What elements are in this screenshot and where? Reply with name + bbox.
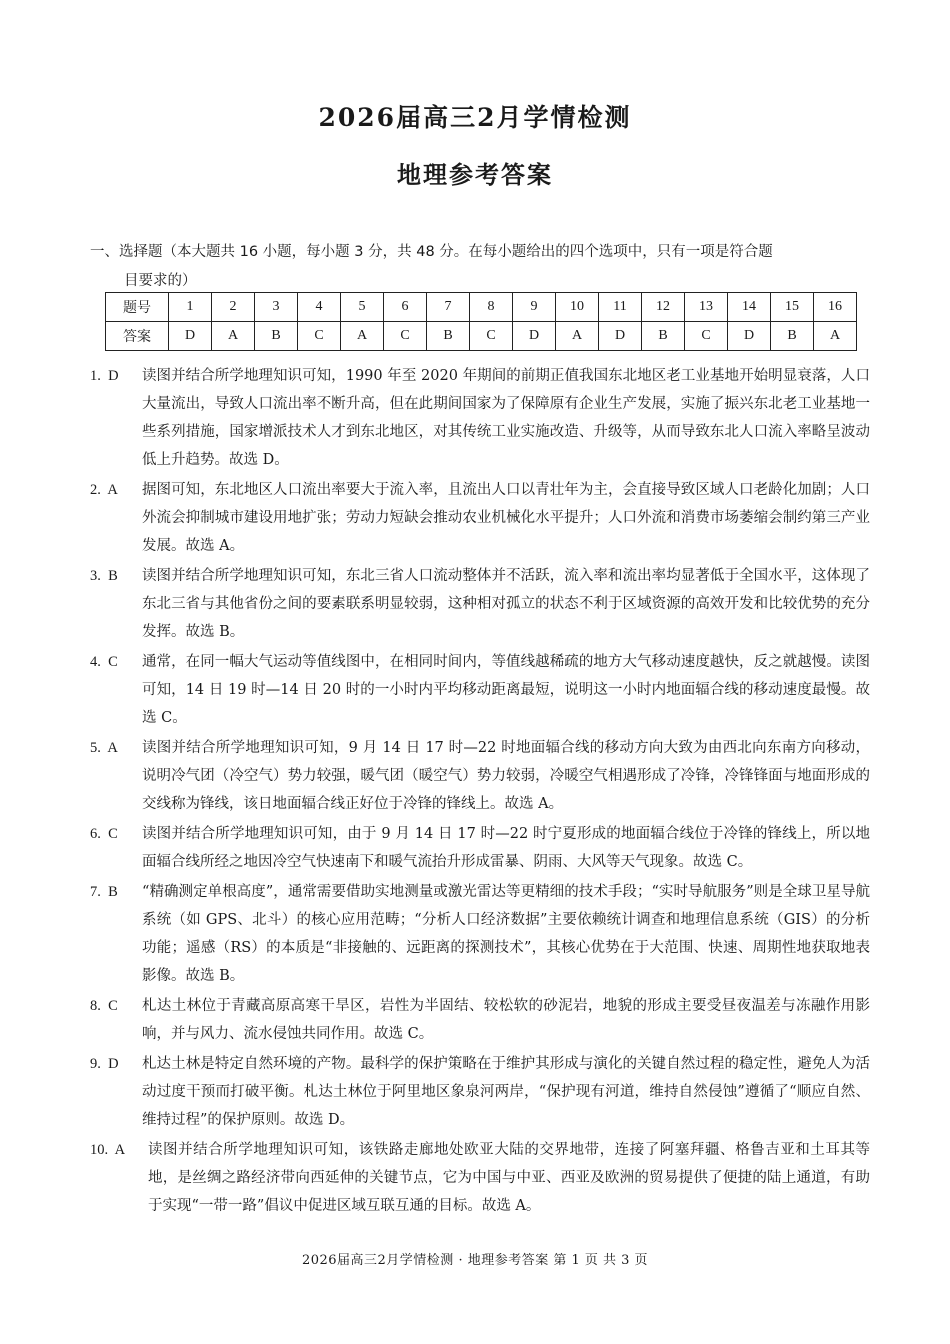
number-cell: 4: [298, 293, 341, 322]
exam-title: 2026届高三2月学情检测: [318, 103, 632, 132]
explanation-item: [90, 648, 870, 732]
item-text: 读图并结合所学地理知识可知，由于 9 月 14 日 17 时—22 时宁夏形成的地面辐合线位于冷锋的锋线上，所以地面辐合线所经之地因冷空气快速南下和暖气流抬升形成雷暴、阴雨、大风等天气现象。故选 C。: [142, 826, 870, 870]
number-cell: 6: [384, 293, 427, 322]
number-cell: 16: [814, 293, 857, 322]
answer-cell: C: [298, 322, 341, 351]
explanation-item: [90, 476, 870, 560]
item-text: 读图并结合所学地理知识可知，9 月 14 日 17 时—22 时地面辐合线的移动方向大致为由西北向东南方向移动，说明冷气团（冷空气）势力较强，暖气团（暖空气）势力较弱，冷暖空气相遇形成了冷锋，冷锋锋面与地面形成的交线称为锋线，该日地面辐合线正好位于冷锋的锋线上。故选 A。: [142, 740, 870, 812]
answer-cell: A: [212, 322, 255, 351]
item-label: 2. A: [90, 482, 118, 498]
answer-cell: D: [513, 322, 556, 351]
number-cell: 12: [642, 293, 685, 322]
explanation-item: [90, 878, 870, 990]
answer-cell: B: [642, 322, 685, 351]
answer-cell: B: [771, 322, 814, 351]
section-heading: [90, 238, 870, 296]
item-label: 1. D: [90, 368, 119, 384]
item-text: 读图并结合所学地理知识可知，东北三省人口流动整体并不活跃，流入率和流出率均显著低于全国水平，这体现了东北三省与其他省份之间的要素联系明显较弱，这种相对孤立的状态不利于区域资源的高效开发和比较优势的充分发挥。故选 B。: [142, 568, 870, 640]
number-cell: 10: [556, 293, 599, 322]
answer-cell: C: [384, 322, 427, 351]
number-cell: 1: [169, 293, 212, 322]
explanation-item: [90, 1136, 870, 1220]
explanation-list: [90, 362, 870, 1222]
number-cell: 13: [685, 293, 728, 322]
item-label: 4. C: [90, 654, 118, 670]
exam-subtitle: 地理参考答案: [397, 160, 553, 189]
explanation-item: [90, 992, 870, 1048]
item-label: 3. B: [90, 568, 118, 584]
page-footer: 2026届高三2月学情检测 · 地理参考答案 第 1 页 共 3 页: [301, 1253, 649, 1268]
explanation-item: [90, 820, 870, 876]
answer-cell: B: [427, 322, 470, 351]
number-cell: 5: [341, 293, 384, 322]
section-heading-line-2: 目要求的）: [124, 273, 197, 289]
item-label: 9. D: [90, 1056, 119, 1072]
number-cell: 7: [427, 293, 470, 322]
item-text: 据图可知，东北地区人口流出率要大于流入率，且流出人口以青壮年为主，会直接导致区域人口老龄化加剧；人口外流会抑制城市建设用地扩张；劳动力短缺会推动农业机械化水平提升；人口外流和消费市场萎缩会制约第三产业发展。故选 A。: [142, 482, 870, 554]
number-header-cell: 题号: [106, 293, 169, 322]
number-cell: 14: [728, 293, 771, 322]
number-cell: 3: [255, 293, 298, 322]
answer-table-answer-row: [106, 322, 857, 351]
answer-table: [105, 292, 857, 351]
item-label: 10. A: [90, 1142, 126, 1158]
number-cell: 8: [470, 293, 513, 322]
number-cell: 11: [599, 293, 642, 322]
answer-cell: A: [556, 322, 599, 351]
explanation-item: [90, 734, 870, 818]
answer-cell: C: [470, 322, 513, 351]
number-cell: 9: [513, 293, 556, 322]
number-cell: 15: [771, 293, 814, 322]
item-text: 读图并结合所学地理知识可知，该铁路走廊地处欧亚大陆的交界地带，连接了阿塞拜疆、格鲁吉亚和土耳其等地，是丝绸之路经济带向西延伸的关键节点，它为中国与中亚、西亚及欧洲的贸易提供了便捷的陆上通道，有助于实现“一带一路”倡议中促进区域互联互通的目标。故选 A。: [148, 1142, 870, 1214]
item-label: 8. C: [90, 998, 118, 1014]
answer-header-cell: 答案: [106, 322, 169, 351]
item-text: 通常，在同一幅大气运动等值线图中，在相同时间内，等值线越稀疏的地方大气移动速度越快，反之就越慢。读图可知，14 日 19 时—14 日 20 时的一小时内平均移动距离最短，说明这一小时内地面辐合线的移动速度最慢。故选 C。: [142, 654, 870, 726]
item-label: 7. B: [90, 884, 118, 900]
explanation-item: [90, 562, 870, 646]
explanation-item: [90, 1050, 870, 1134]
answer-table-number-row: [106, 293, 857, 322]
item-text: 札达土林是特定自然环境的产物。最科学的保护策略在于维护其形成与演化的关键自然过程的稳定性，避免人为活动过度干预而打破平衡。札达土林位于阿里地区象泉河两岸，“保护现有河道，维持自然侵蚀”遵循了“顺应自然、维持过程”的保护原则。故选 D。: [142, 1056, 870, 1128]
answer-cell: A: [341, 322, 384, 351]
section-heading-line-1: 一、选择题（本大题共 16 小题，每小题 3 分，共 48 分。在每小题给出的四个选项中，只有一项是符合题: [90, 244, 773, 260]
item-label: 6. C: [90, 826, 118, 842]
item-text: “精确测定单根高度”，通常需要借助实地测量或激光雷达等更精细的技术手段；“实时导航服务”则是全球卫星导航系统（如 GPS、北斗）的核心应用范畴；“分析人口经济数据”主要依赖统计调查和地理信息系统（GIS）的分析功能；遥感（RS）的本质是“非接触的、远距离的探测技术”，其核心优势在于大范围、快速、周期性地获取地表影像。故选 B。: [142, 884, 870, 984]
item-text: 札达土林位于青藏高原高寒干旱区，岩性为半固结、较松软的砂泥岩，地貌的形成主要受昼夜温差与冻融作用影响，并与风力、流水侵蚀共同作用。故选 C。: [142, 998, 870, 1042]
number-cell: 2: [212, 293, 255, 322]
explanation-item: [90, 362, 870, 474]
answer-cell: D: [599, 322, 642, 351]
answer-cell: D: [169, 322, 212, 351]
item-label: 5. A: [90, 740, 118, 756]
answer-cell: C: [685, 322, 728, 351]
answer-cell: B: [255, 322, 298, 351]
item-text: 读图并结合所学地理知识可知，1990 年至 2020 年期间的前期正值我国东北地区老工业基地开始明显衰落，人口大量流出，导致人口流出率不断升高，但在此期间国家为了保障原有企业生产发展，实施了振兴东北老工业基地一些系列措施，国家增派技术人才到东北地区，对其传统工业实施改造、升级等，从而导致东北人口流入率略呈波动低上升趋势。故选 D。: [142, 368, 870, 468]
answer-cell: A: [814, 322, 857, 351]
answer-cell: D: [728, 322, 771, 351]
